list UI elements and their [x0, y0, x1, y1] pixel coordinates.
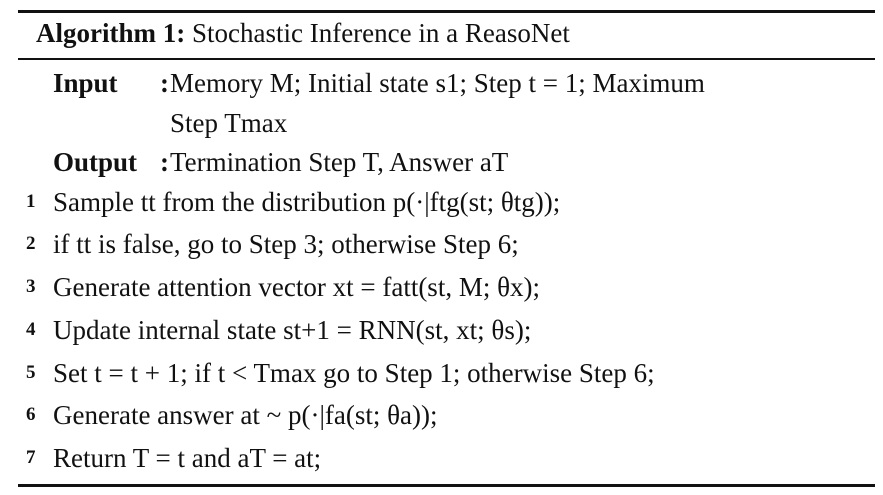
algorithm-name: Stochastic Inference in a ReasoNet [191, 18, 570, 48]
step-text: Generate answer at ~ p(·|fa(st; θa)); [53, 400, 438, 430]
step-text: Return T = t and aT = at; [53, 443, 322, 473]
output-label: Output [53, 147, 138, 177]
step-number: 5 [26, 362, 36, 383]
algorithm-title [36, 18, 570, 49]
step-number: 6 [26, 404, 36, 425]
step-number: 3 [26, 276, 36, 297]
top-rule [18, 10, 875, 13]
step-text: Sample tt from the distribution p(·|ftg(st; θtg)); [53, 187, 561, 217]
title-rule [18, 58, 875, 60]
input-line-2: Step Tmax [170, 108, 288, 138]
step-text: if tt is false, go to Step 3; otherwise Step 6; [53, 229, 519, 259]
output-text: Termination Step T, Answer aT [170, 147, 509, 177]
step-number: 1 [26, 191, 36, 212]
step-text: Generate attention vector xt = fatt(st, M; θx); [53, 272, 541, 302]
input-colon: : [160, 68, 169, 98]
bottom-rule [18, 484, 875, 487]
input-line-1: Memory M; Initial state s1; Step t = 1; Maximum [170, 68, 705, 98]
step-number: 7 [26, 447, 36, 468]
step-number: 4 [26, 319, 36, 340]
step-number: 2 [26, 233, 36, 254]
step-text: Set t = t + 1; if t < Tmax go to Step 1; otherwise Step 6; [53, 358, 655, 388]
algorithm-box [18, 10, 875, 488]
algorithm-label: Algorithm 1: [36, 18, 186, 48]
step-text: Update internal state st+1 = RNN(st, xt; θs); [53, 315, 532, 345]
output-colon: : [160, 147, 169, 177]
input-label: Input [53, 68, 118, 98]
